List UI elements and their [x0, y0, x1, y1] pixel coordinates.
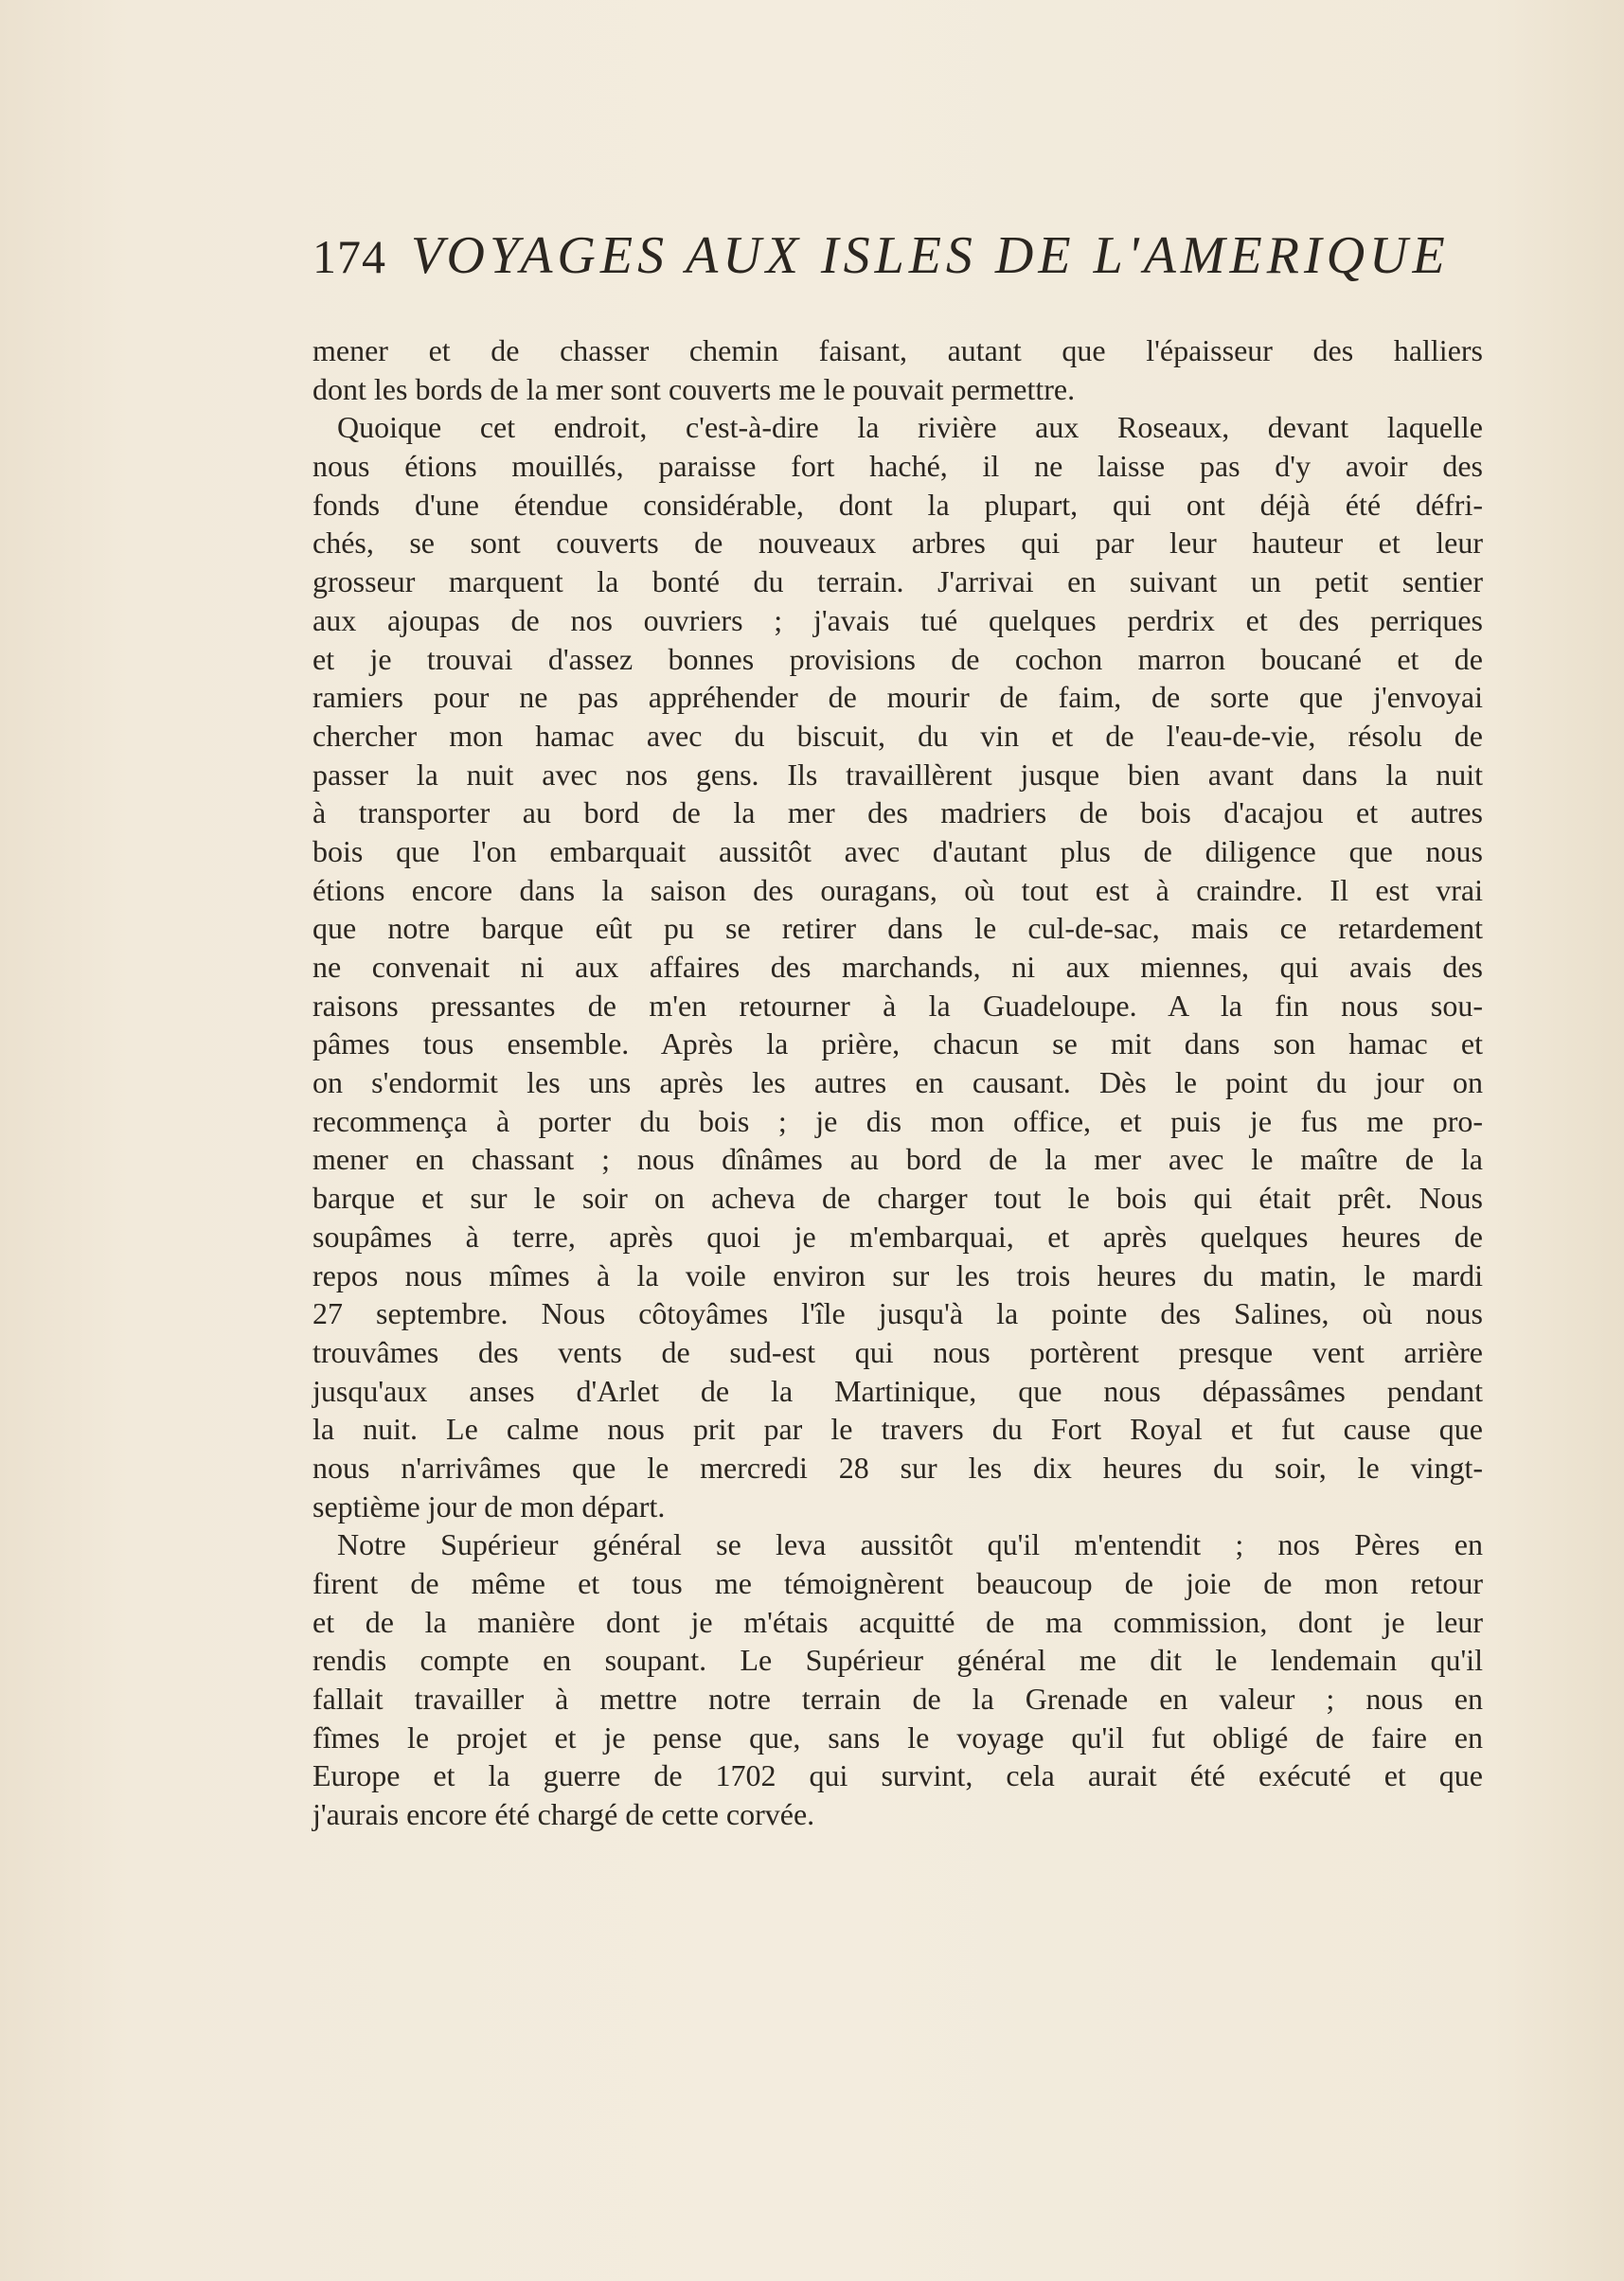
text-line: fallait travailler à mettre notre terrain de la Grenade en valeur ; nous en — [312, 1682, 1483, 1717]
text-line: 27 septembre. Nous côtoyâmes l'île jusqu'à la pointe des Salines, où nous — [312, 1296, 1483, 1331]
text-line: pâmes tous ensemble. Après la prière, chacun se mit dans son hamac et — [312, 1026, 1483, 1061]
text-line: ramiers pour ne pas appréhender de mourir de faim, de sorte que j'envoyai — [312, 680, 1483, 715]
text-line: j'aurais encore été chargé de cette corvée. — [312, 1797, 815, 1832]
text-line: dont les bords de la mer sont couverts me le pouvait permettre. — [312, 371, 1076, 406]
text-line: jusqu'aux anses d'Arlet de la Martinique, que nous dépassâmes pendant — [312, 1373, 1483, 1408]
text-line: septième jour de mon départ. — [312, 1488, 666, 1524]
text-line: et je trouvai d'assez bonnes provisions de cochon marron boucané et de — [312, 641, 1483, 676]
text-line: mener en chassant ; nous dînâmes au bord de la mer avec le maître de la — [312, 1142, 1483, 1177]
text-line: recommença à porter du bois ; je dis mon office, et puis je fus me pro- — [312, 1103, 1483, 1138]
text-line: Europe et la guerre de 1702 qui survint, cela aurait été exécuté et que — [312, 1758, 1483, 1793]
text-line: raisons pressantes de m'en retourner à la Guadeloupe. A la fin nous sou- — [312, 988, 1483, 1023]
text-line: à transporter au bord de la mer des madriers de bois d'acajou et autres — [312, 795, 1483, 830]
text-line: ne convenait ni aux affaires des marchands, ni aux miennes, qui avais des — [312, 950, 1483, 984]
text-line: barque et sur le soir on acheva de charger tout le bois qui était prêt. Nous — [312, 1181, 1483, 1216]
text-line: soupâmes à terre, après quoi je m'embarquai, et après quelques heures de — [312, 1219, 1483, 1254]
text-line: trouvâmes des vents de sud-est qui nous portèrent presque vent arrière — [312, 1334, 1483, 1369]
text-line: on s'endormit les uns après les autres en causant. Dès le point du jour on — [312, 1065, 1483, 1100]
text-line: bois que l'on embarquait aussitôt avec d'autant plus de diligence que nous — [312, 833, 1483, 868]
text-line: firent de même et tous me témoignèrent beaucoup de joie de mon retour — [312, 1566, 1483, 1600]
text-line: nous n'arrivâmes que le mercredi 28 sur les dix heures du soir, le vingt- — [312, 1450, 1483, 1485]
text-line: mener et de chasser chemin faisant, autant que l'épaisseur des halliers — [312, 333, 1483, 367]
text-line: Notre Supérieur général se leva aussitôt qu'il m'entendit ; nos Pères en — [337, 1527, 1483, 1562]
text-line: que notre barque eût pu se retirer dans le cul-de-sac, mais ce retardement — [312, 911, 1483, 946]
text-line: étions encore dans la saison des ouragans, où tout est à craindre. Il est vrai — [312, 872, 1483, 907]
text-line: chercher mon hamac avec du biscuit, du vin et de l'eau-de-vie, résolu de — [312, 718, 1483, 753]
text-line: Quoique cet endroit, c'est-à-dire la rivière aux Roseaux, devant laquelle — [337, 410, 1483, 445]
page-number: 174 — [312, 230, 386, 283]
text-body — [312, 331, 1483, 1834]
text-line: fîmes le projet et je pense que, sans le voyage qu'il fut obligé de faire en — [312, 1720, 1483, 1755]
text-line: la nuit. Le calme nous prit par le travers du Fort Royal et fut cause que — [312, 1412, 1483, 1447]
text-line: passer la nuit avec nos gens. Ils travaillèrent jusque bien avant dans la nuit — [312, 757, 1483, 792]
text-line: fonds d'une étendue considérable, dont la plupart, qui ont déjà été défri- — [312, 487, 1483, 522]
text-line: et de la manière dont je m'étais acquitté de ma commission, dont je leur — [312, 1604, 1483, 1639]
text-line: nous étions mouillés, paraisse fort haché, il ne laisse pas d'y avoir des — [312, 449, 1483, 484]
text-line: repos nous mîmes à la voile environ sur les trois heures du matin, le mardi — [312, 1257, 1483, 1292]
text-line: aux ajoupas de nos ouvriers ; j'avais tué quelques perdrix et des perriques — [312, 602, 1483, 637]
text-line: grosseur marquent la bonté du terrain. J'arrivai en suivant un petit sentier — [312, 564, 1483, 599]
running-head — [312, 225, 1487, 301]
text-line: chés, se sont couverts de nouveaux arbres qui par leur hauteur et leur — [312, 526, 1483, 561]
running-title: VOYAGES AUX ISLES DE L'AMERIQUE — [411, 226, 1450, 285]
text-line: rendis compte en soupant. Le Supérieur général me dit le lendemain qu'il — [312, 1643, 1483, 1678]
